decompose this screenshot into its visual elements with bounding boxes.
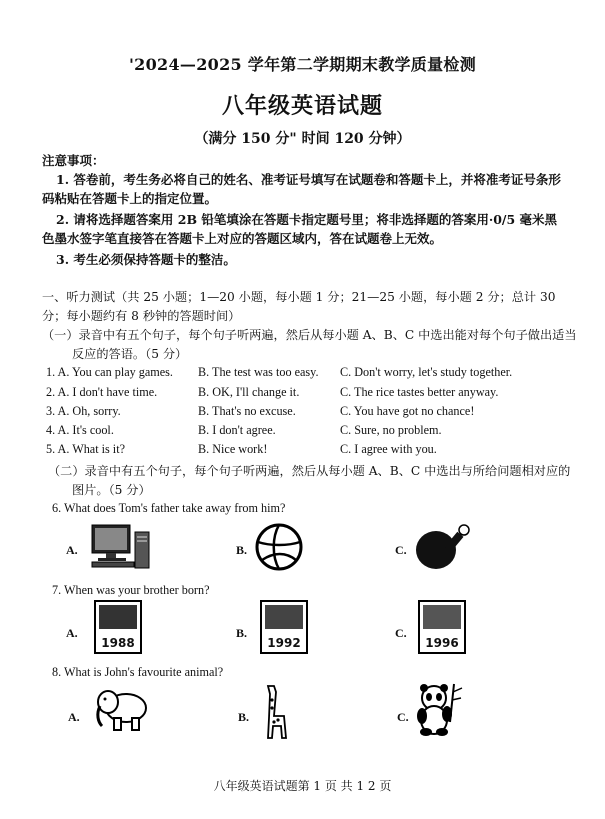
label-a: A. (66, 626, 78, 640)
option-a: 1. A. You can play games. (46, 365, 173, 379)
part1-instruction: （一）录音中有五个句子，每个句子听两遍，然后从每小题 A、B、C 中选出能对每个句子做出适当反应的答语。（5 分） (42, 328, 577, 361)
question-8: 8. What is John's favourite animal? (52, 665, 224, 679)
option-b: B. Nice work! (198, 442, 268, 456)
calendar-picture (99, 605, 137, 629)
calendar-year: 1992 (267, 636, 301, 650)
section-title: 一、听力测试（共 25 小题；1—20 小题，每小题 1 分；21—25 小题，每小题 2 分；总计 30 分；每小题约有 8 秒钟的答题时间） (42, 290, 556, 323)
label-c: C. (395, 626, 407, 640)
calendar-year: 1996 (425, 636, 459, 650)
option-a: 4. A. It's cool. (46, 423, 114, 437)
elephant-icon (92, 682, 152, 734)
calendar-year: 1988 (101, 636, 135, 650)
question-7: 7. When was your brother born? (52, 583, 210, 597)
label-a: A. (66, 543, 78, 557)
part2-instruction: （二）录音中有五个句子，每个句子听两遍，然后从每小题 A、B、C 中选出与所给问题相对应的图片。（5 分） (48, 464, 571, 497)
calendar-1988 (94, 600, 142, 654)
calendar-picture (423, 605, 461, 629)
option-c: C. The rice tastes better anyway. (340, 385, 499, 399)
label-b: B. (236, 543, 248, 557)
panda-icon (414, 682, 466, 738)
calendar-picture (265, 605, 303, 629)
volleyball-icon (254, 522, 304, 572)
option-c: C. Don't worry, let's study together. (340, 365, 513, 379)
question-6: 6. What does Tom's father take away from him? (52, 501, 286, 515)
giraffe-icon (260, 682, 292, 742)
label-c: C. (397, 710, 409, 724)
label-b: B. (236, 626, 248, 640)
calendar-1996 (418, 600, 466, 654)
notice-item-1: 1. 答卷前，考生务必将自己的姓名、准考证号填写在试题卷和答题卡上，并将准考证号条形码粘贴在答题卡上的指定位置。 (42, 172, 561, 206)
option-b: B. OK, I'll change it. (198, 385, 300, 399)
option-c: C. You have got no chance! (340, 404, 475, 418)
option-b: B. I don't agree. (198, 423, 276, 437)
ping-pong-paddle-icon (414, 522, 474, 574)
option-c: C. Sure, no problem. (340, 423, 442, 437)
option-a: 3. A. Oh, sorry. (46, 404, 121, 418)
exam-title: 八年级英语试题 (221, 93, 383, 119)
computer-icon (90, 522, 152, 570)
notice-title: 注意事项： (42, 153, 105, 168)
option-a: 2. A. I don't have time. (46, 385, 158, 399)
label-c: C. (395, 543, 407, 557)
label-a: A. (68, 710, 80, 724)
option-b: B. The test was too easy. (198, 365, 319, 379)
exam-score-time: （满分 150 分" 时间 120 分钟） (194, 131, 411, 147)
option-a: 5. A. What is it? (46, 442, 125, 456)
page-footer: 八年级英语试题第 1 页 共 1 2 页 (213, 779, 392, 793)
calendar-1992 (260, 600, 308, 654)
exam-header: '2024—2025 学年第二学期期末教学质量检测 (128, 55, 477, 74)
label-b: B. (238, 710, 250, 724)
notice-item-3: 3. 考生必须保持答题卡的整洁。 (56, 252, 236, 267)
notice-item-2: 2. 请将选择题答案用 2B 铅笔填涂在答题卡指定题号里；将非选择题的答案用·0/5 毫米黑色墨水签字笔直接答在答题卡上对应的答题区域内，答在试题卷上无效。 (42, 212, 558, 246)
option-c: C. I agree with you. (340, 442, 437, 456)
option-b: B. That's no excuse. (198, 404, 296, 418)
